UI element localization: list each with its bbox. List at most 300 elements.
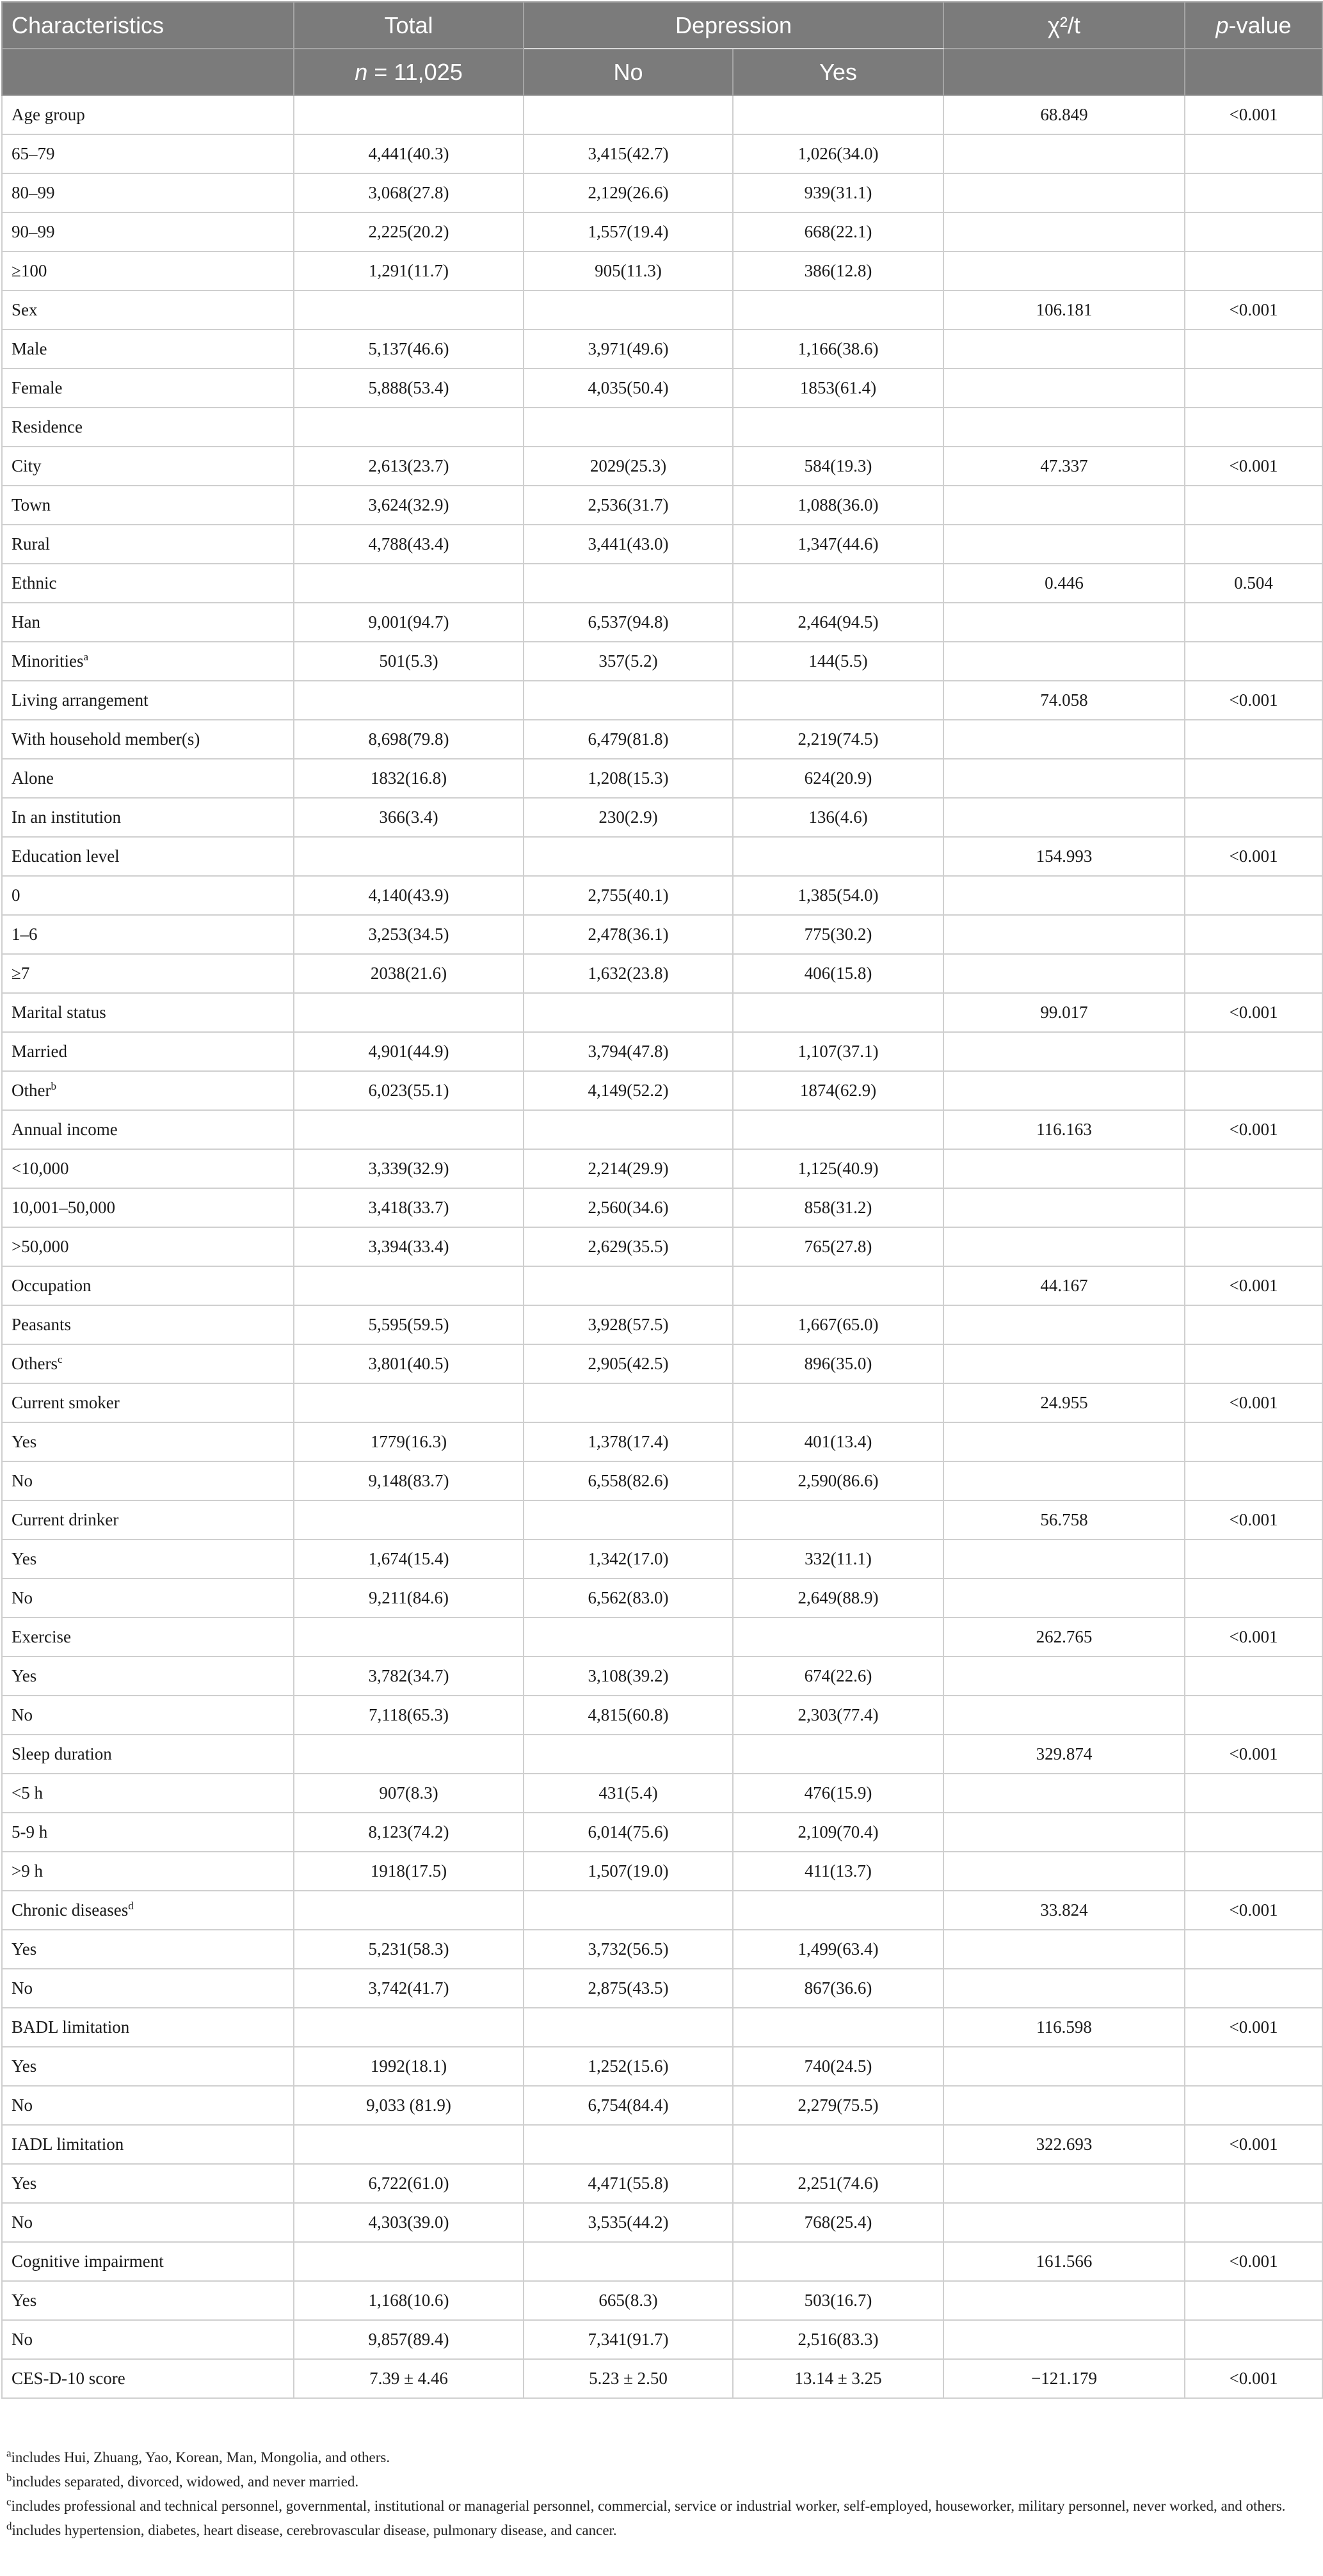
cell-total	[294, 1110, 524, 1149]
cell-total-text: 3,253(34.5)	[368, 925, 449, 944]
cell-total-text: 8,698(79.8)	[368, 729, 449, 749]
cell-depression-yes	[733, 1266, 943, 1305]
cell-total-text: 9,148(83.7)	[368, 1471, 449, 1490]
cell-depression-yes	[733, 1149, 943, 1188]
cell-p-value	[1185, 1500, 1322, 1539]
cell-depression-no	[524, 1735, 733, 1774]
cell-chi-square	[943, 1930, 1185, 1969]
cell-p-value-text: <0.001	[1229, 1900, 1278, 1920]
cell-chi-square	[943, 1500, 1185, 1539]
cell-characteristic	[2, 1500, 294, 1539]
cell-depression-no-text: 1,507(19.0)	[588, 1861, 669, 1880]
table-row	[2, 134, 1322, 173]
cell-total	[294, 993, 524, 1032]
footnote-text: includes hypertension, diabetes, heart disease, cerebrovascular disease, pulmonary disease, and cancer.	[12, 2522, 617, 2538]
cell-total	[294, 212, 524, 251]
cell-total	[294, 1032, 524, 1071]
cell-total	[294, 1422, 524, 1461]
cell-depression-no-text: 2,536(31.7)	[588, 495, 669, 514]
table-row	[2, 1539, 1322, 1578]
cell-total	[294, 1383, 524, 1422]
cell-depression-no	[524, 798, 733, 837]
cell-depression-yes	[733, 681, 943, 720]
cell-characteristic-text: Ethnic	[12, 573, 57, 592]
header-p-value	[1185, 2, 1322, 49]
cell-chi-square	[943, 1578, 1185, 1618]
cell-characteristic-text: Other	[12, 1081, 51, 1100]
cell-p-value-text: <0.001	[1229, 2017, 1278, 2037]
cell-characteristic	[2, 1813, 294, 1852]
cell-depression-no	[524, 525, 733, 564]
cell-depression-no	[524, 1578, 733, 1618]
table-row	[2, 330, 1322, 369]
cell-p-value	[1185, 837, 1322, 876]
cell-p-value	[1185, 2008, 1322, 2047]
cell-total	[294, 837, 524, 876]
cell-characteristic	[2, 95, 294, 134]
table-row	[2, 2359, 1322, 2398]
footnote-mark: b	[6, 2471, 12, 2484]
cell-chi-square-text: 24.955	[1040, 1393, 1088, 1412]
cell-characteristic-text: <5 h	[12, 1783, 43, 1802]
footnote-mark: a	[6, 2447, 12, 2460]
cell-characteristic-text: Current drinker	[12, 1510, 119, 1529]
cell-chi-square	[943, 603, 1185, 642]
cell-p-value	[1185, 290, 1322, 330]
cell-p-value	[1185, 212, 1322, 251]
cell-depression-yes	[733, 1500, 943, 1539]
cell-depression-no-text: 5.23 ± 2.50	[589, 2369, 668, 2388]
cell-chi-square-text: 56.758	[1040, 1510, 1088, 1529]
cell-chi-square	[943, 2164, 1185, 2203]
cell-total	[294, 1539, 524, 1578]
cell-depression-yes-text: 668(22.1)	[804, 222, 872, 241]
cell-depression-no	[524, 1188, 733, 1227]
cell-depression-no	[524, 1461, 733, 1500]
cell-depression-no	[524, 408, 733, 447]
table-row	[2, 251, 1322, 290]
cell-depression-yes	[733, 1422, 943, 1461]
cell-chi-square	[943, 642, 1185, 681]
table-row	[2, 2242, 1322, 2281]
cell-characteristic	[2, 251, 294, 290]
footnote-marker: b	[51, 1080, 56, 1092]
cell-depression-no-text: 1,632(23.8)	[588, 964, 669, 983]
cell-depression-yes-text: 2,516(83.3)	[798, 2330, 879, 2349]
cell-characteristic-text: Exercise	[12, 1627, 71, 1646]
cell-total-text: 1832(16.8)	[370, 768, 447, 788]
cell-depression-no	[524, 1891, 733, 1930]
cell-p-value	[1185, 2086, 1322, 2125]
cell-total	[294, 1891, 524, 1930]
cell-characteristic	[2, 603, 294, 642]
cell-characteristic-text: Yes	[12, 2291, 37, 2310]
cell-chi-square	[943, 564, 1185, 603]
header-total: Total	[294, 2, 524, 49]
cell-chi-square	[943, 447, 1185, 486]
cell-characteristic-text: 90–99	[12, 222, 55, 241]
cell-depression-yes	[733, 2164, 943, 2203]
cell-characteristic-text: Others	[12, 1354, 58, 1373]
cell-characteristic-text: Yes	[12, 1549, 37, 1568]
footnote-text: includes Hui, Zhuang, Yao, Korean, Man, Mongolia, and others.	[11, 2449, 390, 2465]
cell-p-value	[1185, 1735, 1322, 1774]
table-row	[2, 2281, 1322, 2320]
cell-depression-yes	[733, 1305, 943, 1344]
cell-p-value	[1185, 1227, 1322, 1266]
cell-p-value	[1185, 251, 1322, 290]
cell-chi-square-text: 99.017	[1040, 1003, 1088, 1022]
cell-p-value	[1185, 603, 1322, 642]
cell-depression-no	[524, 1071, 733, 1110]
cell-chi-square	[943, 2359, 1185, 2398]
cell-characteristic-text: Rural	[12, 534, 50, 553]
table-row	[2, 642, 1322, 681]
cell-depression-no	[524, 954, 733, 993]
cell-total	[294, 1852, 524, 1891]
cell-chi-square-text: 44.167	[1040, 1276, 1088, 1295]
table-row	[2, 1305, 1322, 1344]
cell-depression-no	[524, 2359, 733, 2398]
cell-depression-yes-text: 1,026(34.0)	[798, 144, 879, 163]
table-row	[2, 1383, 1322, 1422]
cell-characteristic-text: Minorities	[12, 651, 84, 671]
cell-characteristic-text: With household member(s)	[12, 729, 200, 749]
cell-characteristic	[2, 759, 294, 798]
cell-depression-yes-text: 1,125(40.9)	[798, 1159, 879, 1178]
cell-total-text: 7,118(65.3)	[369, 1705, 449, 1724]
table-row	[2, 1852, 1322, 1891]
cell-characteristic	[2, 1735, 294, 1774]
cell-depression-yes	[733, 2086, 943, 2125]
cell-depression-no	[524, 2086, 733, 2125]
table-header	[2, 2, 1322, 95]
cell-chi-square	[943, 1969, 1185, 2008]
cell-characteristic	[2, 134, 294, 173]
cell-characteristic-text: Han	[12, 612, 40, 632]
cell-total-text: 907(8.3)	[379, 1783, 438, 1802]
cell-depression-yes	[733, 603, 943, 642]
cell-total	[294, 2125, 524, 2164]
footnote-mark: d	[6, 2520, 12, 2532]
cell-characteristic	[2, 954, 294, 993]
cell-total-text: 5,137(46.6)	[368, 339, 449, 358]
cell-depression-yes-text: 2,219(74.5)	[798, 729, 879, 749]
cell-total	[294, 2047, 524, 2086]
cell-depression-no	[524, 2125, 733, 2164]
cell-total	[294, 1188, 524, 1227]
cell-depression-no-text: 2,478(36.1)	[588, 925, 669, 944]
table-row	[2, 1813, 1322, 1852]
cell-chi-square	[943, 2203, 1185, 2242]
cell-total-text: 2038(21.6)	[370, 964, 447, 983]
cell-p-value	[1185, 1188, 1322, 1227]
cell-depression-no	[524, 837, 733, 876]
table-row	[2, 837, 1322, 876]
cell-total	[294, 251, 524, 290]
cell-depression-yes	[733, 251, 943, 290]
cell-p-value	[1185, 681, 1322, 720]
cell-total-text: 501(5.3)	[379, 651, 438, 671]
cell-characteristic-text: City	[12, 456, 42, 475]
cell-chi-square	[943, 330, 1185, 369]
cell-depression-yes-text: 503(16.7)	[804, 2291, 872, 2310]
table-row	[2, 1110, 1322, 1149]
cell-total-text: 3,801(40.5)	[368, 1354, 449, 1373]
cell-depression-no-text: 1,252(15.6)	[588, 2056, 669, 2076]
cell-characteristic-text: >9 h	[12, 1861, 43, 1880]
cell-characteristic-text: Cognitive impairment	[12, 2252, 164, 2271]
cell-p-value	[1185, 2242, 1322, 2281]
cell-total	[294, 95, 524, 134]
cell-depression-no	[524, 1266, 733, 1305]
cell-total-text: 3,418(33.7)	[368, 1198, 449, 1217]
cell-depression-no-text: 1,208(15.3)	[588, 768, 669, 788]
cell-characteristic	[2, 1891, 294, 1930]
p-value-suffix: -value	[1228, 12, 1292, 38]
cell-chi-square	[943, 1461, 1185, 1500]
cell-depression-yes	[733, 1188, 943, 1227]
cell-characteristic	[2, 1383, 294, 1422]
cell-depression-no	[524, 251, 733, 290]
cell-depression-no-text: 2,755(40.1)	[588, 886, 669, 905]
cell-depression-yes-text: 2,649(88.9)	[798, 1588, 879, 1607]
cell-depression-yes-text: 1,667(65.0)	[798, 1315, 879, 1334]
cell-total	[294, 1657, 524, 1696]
cell-depression-no-text: 1,557(19.4)	[588, 222, 669, 241]
cell-characteristic	[2, 1266, 294, 1305]
cell-p-value	[1185, 330, 1322, 369]
cell-total-text: 7.39 ± 4.46	[369, 2369, 448, 2388]
header-characteristics: Characteristics	[2, 2, 294, 49]
cell-depression-yes	[733, 1774, 943, 1813]
cell-chi-square	[943, 1383, 1185, 1422]
cell-depression-no	[524, 2203, 733, 2242]
cell-depression-no-text: 4,471(55.8)	[588, 2174, 669, 2193]
cell-depression-no	[524, 603, 733, 642]
p-label: p	[1215, 12, 1229, 38]
cell-characteristic-text: Annual income	[12, 1120, 118, 1139]
cell-p-value	[1185, 2047, 1322, 2086]
table-row	[2, 1188, 1322, 1227]
cell-depression-yes	[733, 2359, 943, 2398]
cell-chi-square-text: 106.181	[1036, 300, 1093, 319]
cell-chi-square	[943, 134, 1185, 173]
cell-characteristic	[2, 642, 294, 681]
cell-depression-yes	[733, 2008, 943, 2047]
cell-chi-square	[943, 1110, 1185, 1149]
cell-chi-square	[943, 720, 1185, 759]
cell-depression-no	[524, 915, 733, 954]
cell-total-text: 3,782(34.7)	[368, 1666, 449, 1685]
cell-depression-yes	[733, 1891, 943, 1930]
table-row	[2, 486, 1322, 525]
cell-depression-yes	[733, 1227, 943, 1266]
cell-chi-square	[943, 1735, 1185, 1774]
cell-depression-yes	[733, 1852, 943, 1891]
cell-depression-yes	[733, 290, 943, 330]
cell-chi-square-text: 0.446	[1045, 573, 1084, 592]
cell-total	[294, 876, 524, 915]
cell-characteristic	[2, 330, 294, 369]
cell-depression-no	[524, 369, 733, 408]
cell-total-text: 1992(18.1)	[370, 2056, 447, 2076]
cell-p-value-text: <0.001	[1229, 1120, 1278, 1139]
header-n-total	[294, 49, 524, 95]
cell-total-text: 4,303(39.0)	[368, 2213, 449, 2232]
cell-total	[294, 2281, 524, 2320]
n-label: n	[355, 58, 368, 85]
table-row	[2, 1578, 1322, 1618]
cell-depression-yes	[733, 837, 943, 876]
cell-depression-no	[524, 134, 733, 173]
cell-depression-yes-text: 1,347(44.6)	[798, 534, 879, 553]
header-chi-square: χ²/t	[943, 2, 1185, 49]
table-row	[2, 212, 1322, 251]
cell-characteristic	[2, 1969, 294, 2008]
cell-depression-no	[524, 173, 733, 212]
cell-characteristic	[2, 1461, 294, 1500]
header-empty-p	[1185, 49, 1322, 95]
cell-depression-no	[524, 1149, 733, 1188]
cell-depression-no	[524, 212, 733, 251]
cell-p-value-text: <0.001	[1229, 847, 1278, 866]
cell-depression-no-text: 230(2.9)	[598, 807, 658, 827]
cell-chi-square	[943, 954, 1185, 993]
cell-chi-square	[943, 251, 1185, 290]
cell-chi-square	[943, 1227, 1185, 1266]
cell-depression-no-text: 3,732(56.5)	[588, 1939, 669, 1959]
cell-depression-no-text: 1,378(17.4)	[588, 1432, 669, 1451]
cell-depression-no-text: 3,971(49.6)	[588, 339, 669, 358]
cell-depression-no-text: 357(5.2)	[598, 651, 658, 671]
cell-total	[294, 447, 524, 486]
cell-depression-yes	[733, 1383, 943, 1422]
cell-chi-square	[943, 95, 1185, 134]
cell-depression-no-text: 3,928(57.5)	[588, 1315, 669, 1334]
cell-chi-square	[943, 1852, 1185, 1891]
cell-characteristic-text: Yes	[12, 1939, 37, 1959]
cell-p-value	[1185, 1422, 1322, 1461]
cell-characteristic-text: No	[12, 1705, 33, 1724]
cell-characteristic-text: ≥100	[12, 261, 47, 280]
cell-depression-yes	[733, 2281, 943, 2320]
cell-p-value	[1185, 1344, 1322, 1383]
cell-chi-square	[943, 2320, 1185, 2359]
cell-p-value	[1185, 486, 1322, 525]
cell-p-value-text: <0.001	[1229, 1393, 1278, 1412]
cell-characteristic	[2, 447, 294, 486]
cell-total	[294, 2242, 524, 2281]
cell-characteristic-text: Marital status	[12, 1003, 106, 1022]
cell-chi-square	[943, 486, 1185, 525]
cell-chi-square	[943, 1657, 1185, 1696]
cell-depression-yes	[733, 2047, 943, 2086]
table-row	[2, 2125, 1322, 2164]
cell-depression-yes	[733, 954, 943, 993]
table-row	[2, 2203, 1322, 2242]
table-row	[2, 95, 1322, 134]
cell-chi-square	[943, 1305, 1185, 1344]
table-row	[2, 876, 1322, 915]
footnote-item	[6, 2518, 1315, 2543]
cell-depression-no	[524, 681, 733, 720]
cell-depression-yes	[733, 915, 943, 954]
cell-characteristic-text: BADL limitation	[12, 2017, 130, 2037]
cell-characteristic-text: Peasants	[12, 1315, 71, 1334]
cell-depression-yes-text: 2,464(94.5)	[798, 612, 879, 632]
cell-characteristic-text: Yes	[12, 1432, 37, 1451]
cell-total-text: 1779(16.3)	[370, 1432, 447, 1451]
cell-p-value	[1185, 1071, 1322, 1110]
cell-depression-yes	[733, 720, 943, 759]
table-row	[2, 720, 1322, 759]
cell-depression-no	[524, 759, 733, 798]
cell-depression-yes	[733, 525, 943, 564]
table-row	[2, 1735, 1322, 1774]
cell-depression-yes-text: 406(15.8)	[804, 964, 872, 983]
cell-total	[294, 1578, 524, 1618]
cell-total-text: 4,140(43.9)	[368, 886, 449, 905]
cell-characteristic	[2, 408, 294, 447]
table-row	[2, 1461, 1322, 1500]
cell-depression-yes	[733, 1344, 943, 1383]
cell-total-text: 1918(17.5)	[370, 1861, 447, 1880]
table-row	[2, 1774, 1322, 1813]
cell-depression-yes-text: 775(30.2)	[804, 925, 872, 944]
cell-total	[294, 1774, 524, 1813]
cell-chi-square	[943, 2281, 1185, 2320]
table-row	[2, 915, 1322, 954]
cell-total-text: 1,168(10.6)	[368, 2291, 449, 2310]
cell-depression-yes	[733, 1461, 943, 1500]
cell-depression-no-text: 6,537(94.8)	[588, 612, 669, 632]
cell-total	[294, 681, 524, 720]
cell-characteristic	[2, 369, 294, 408]
cell-depression-no	[524, 1969, 733, 2008]
cell-characteristic	[2, 1071, 294, 1110]
cell-characteristic	[2, 1305, 294, 1344]
cell-chi-square	[943, 837, 1185, 876]
cell-chi-square	[943, 290, 1185, 330]
cell-depression-yes	[733, 642, 943, 681]
cell-p-value	[1185, 798, 1322, 837]
cell-depression-yes-text: 386(12.8)	[804, 261, 872, 280]
cell-characteristic	[2, 1149, 294, 1188]
cell-characteristic-text: 1–6	[12, 925, 38, 944]
cell-depression-yes	[733, 1032, 943, 1071]
cell-chi-square-text: 116.598	[1036, 2017, 1092, 2037]
cell-p-value-text: <0.001	[1229, 300, 1278, 319]
table-row	[2, 1227, 1322, 1266]
cell-total	[294, 603, 524, 642]
cell-p-value	[1185, 1891, 1322, 1930]
footnote-mark: c	[6, 2495, 12, 2508]
cell-total	[294, 954, 524, 993]
cell-depression-no	[524, 2281, 733, 2320]
cell-depression-yes-text: 2,109(70.4)	[798, 1822, 879, 1841]
cell-p-value-text: <0.001	[1229, 1276, 1278, 1295]
cell-depression-yes-text: 2,303(77.4)	[798, 1705, 879, 1724]
table-row	[2, 2164, 1322, 2203]
cell-p-value	[1185, 525, 1322, 564]
cell-depression-yes-text: 2,251(74.6)	[798, 2174, 879, 2193]
header-yes: Yes	[733, 49, 943, 95]
cell-depression-yes	[733, 1930, 943, 1969]
cell-characteristic	[2, 993, 294, 1032]
cell-chi-square	[943, 1696, 1185, 1735]
cell-p-value	[1185, 642, 1322, 681]
